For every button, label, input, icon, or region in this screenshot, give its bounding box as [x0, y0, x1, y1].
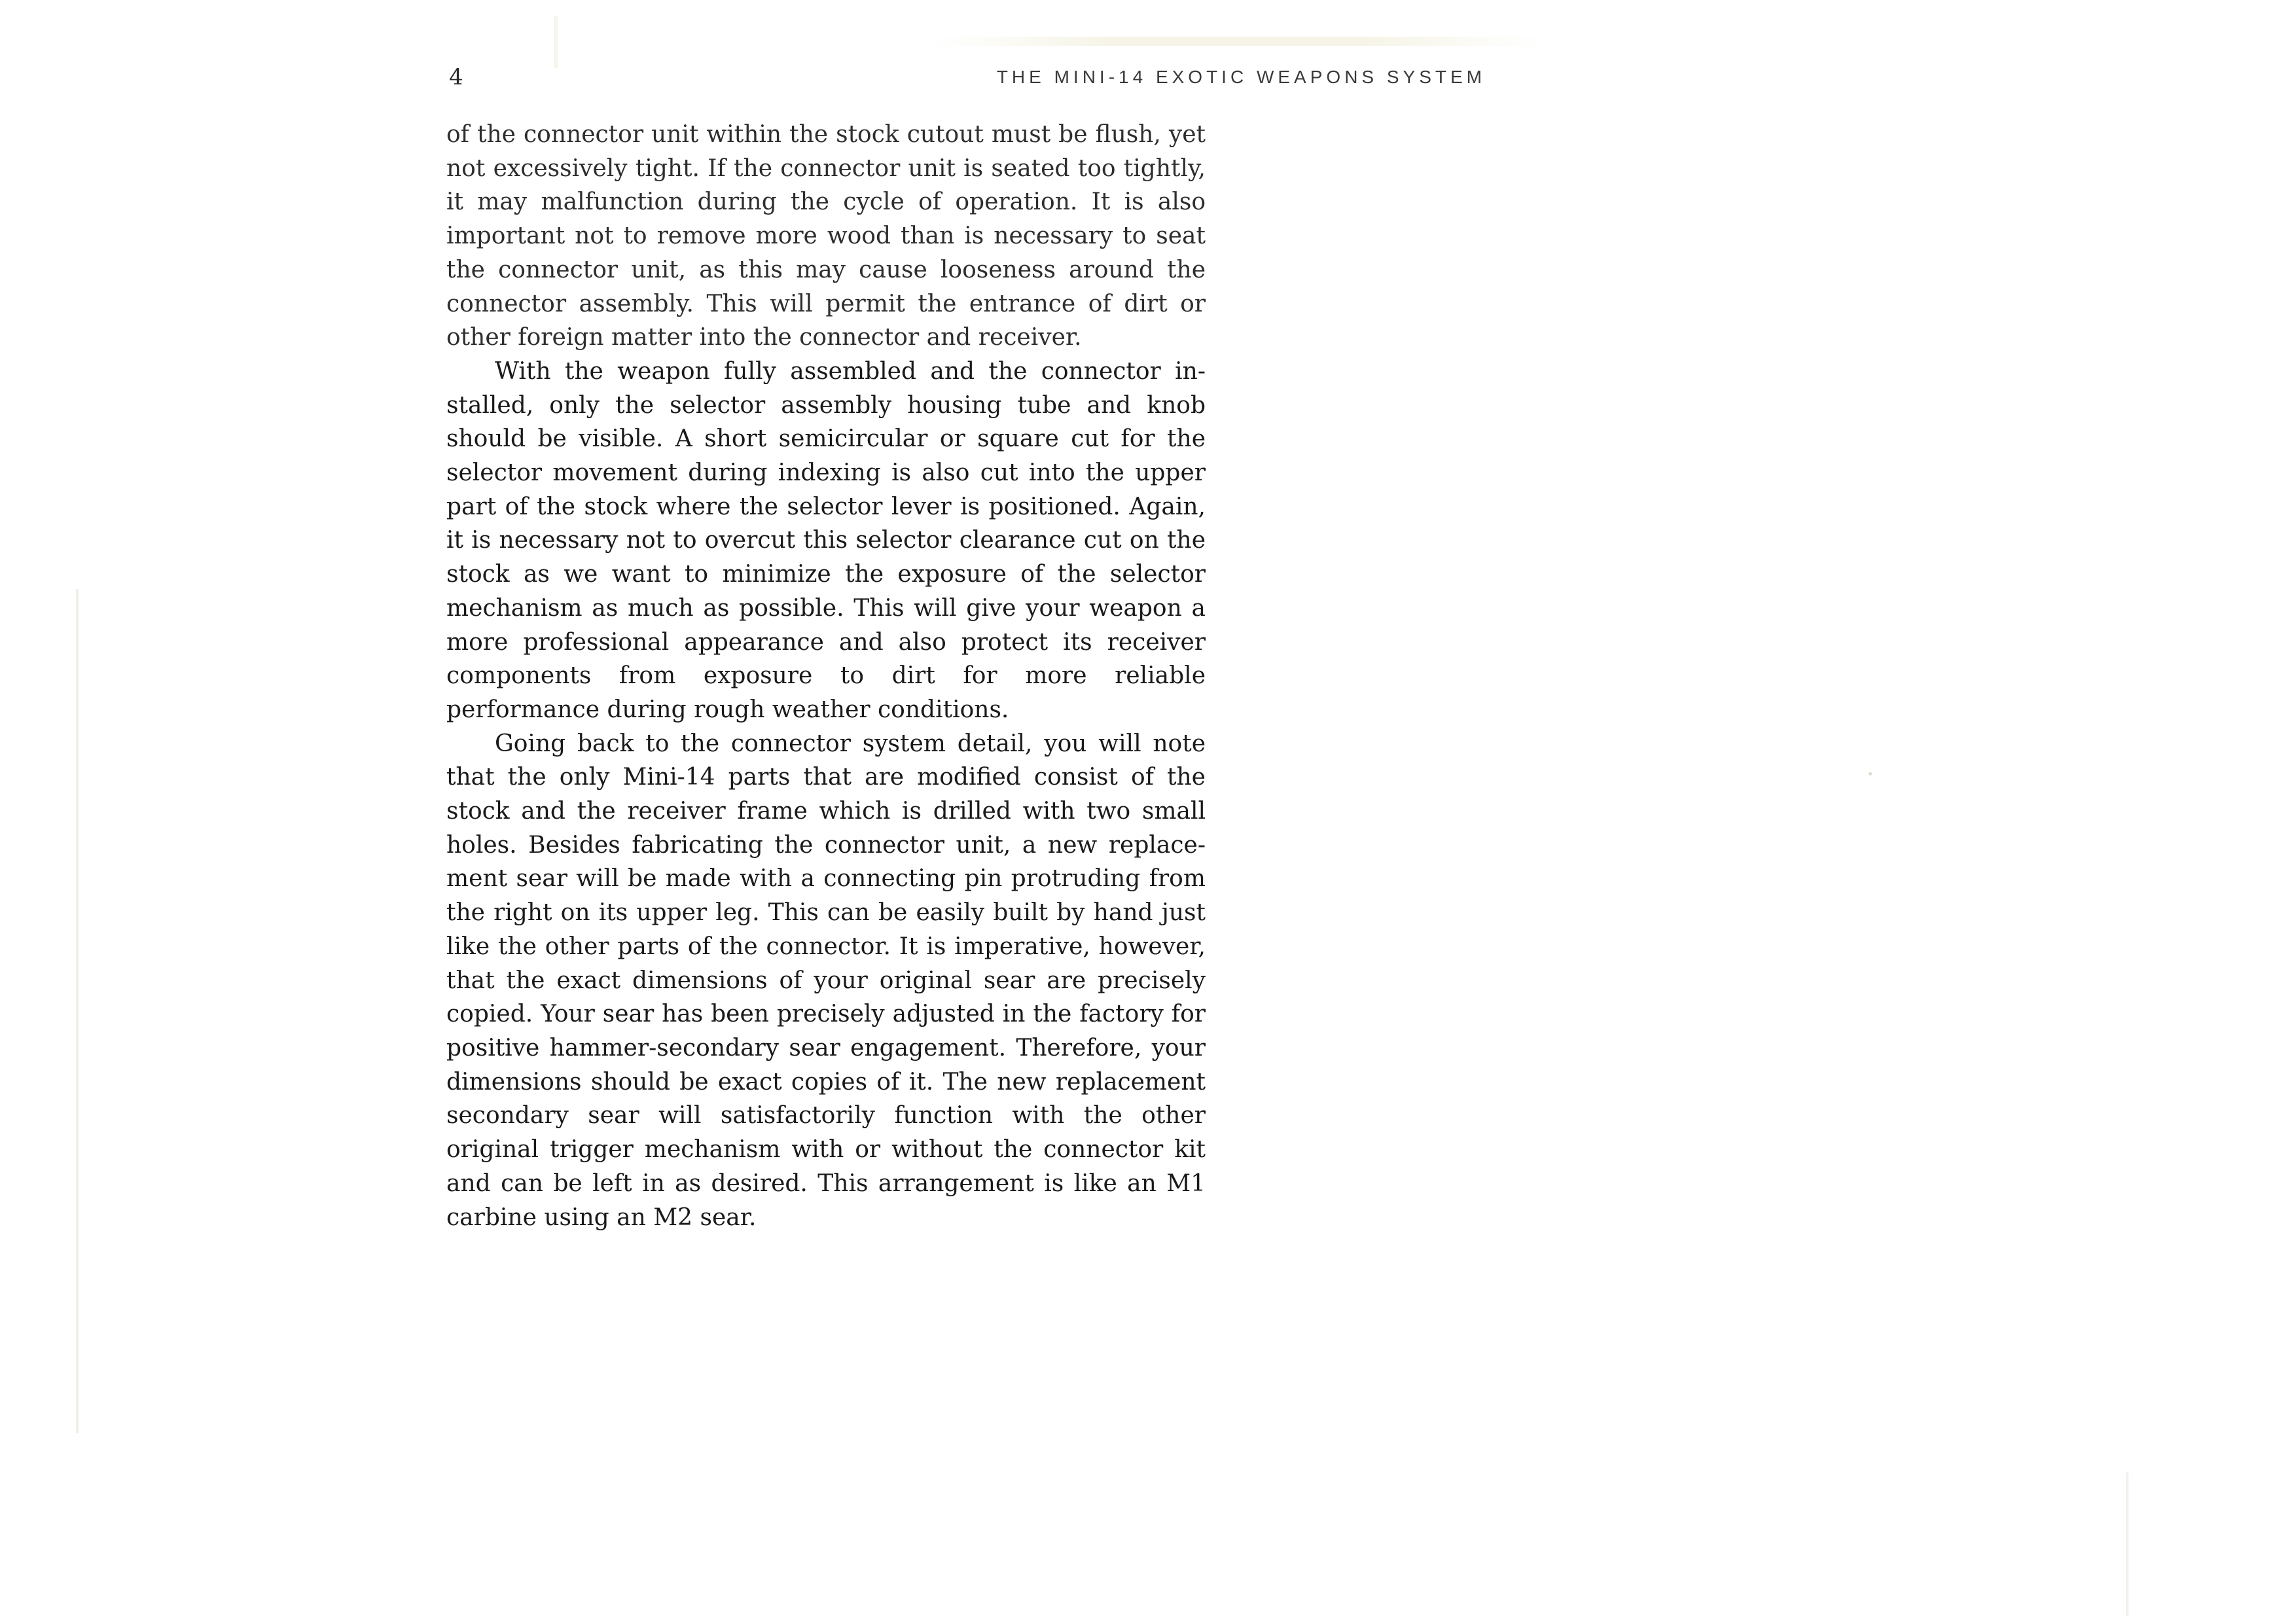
scan-edge-line — [76, 589, 79, 1433]
page-number: 4 — [449, 64, 464, 90]
scan-speck — [1869, 772, 1872, 776]
paragraph-selector-assembly: With the weapon fully assembled and the connector installed, only the selector assembly housing tube and knob should be visible. A short semicircular or square cut for the selector movement during indexing is also cut into the upper part of the stock where the selector lever is positioned. Again, it is necessary not to overcut this selector clearance cut on the stock as we want to minimize the exposure of the selector mechanism as much as possible. This will give your weapon a more professional appearance and also protect its receiver components from exposure to dirt for more reliable performance during rough weather conditions. — [446, 357, 1206, 723]
paragraph-continuation: of the connector unit within the stock cutout must be flush, yet not excessively tight. If the connector unit is seated too tightly, it may malfunction during the cycle of operation. It is also important not to remove more wood than is necessary to seat the connector unit, as this may cause looseness around the connector assembly. This will permit the entrance of dirt or other foreign matter into the connector and receiver. — [446, 121, 1206, 351]
running-head — [449, 64, 1486, 97]
paragraph-connector-system: Going back to the connector system detail, you will note that the only Mini-14 parts that are modified consist of the stock and the receiver frame which is drilled with two small holes. Besides fabricating the connector unit, a new replacement sear will be made with a connecting pin protruding from the right on its upper leg. This can be easily built by hand just like the other parts of the connector. It is imperative, however, that the exact dimensions of your original sear are precisely copied. Your sear has been precisely adjusted in the factory for positive hammer-secondary sear engagement. Therefore, your dimensions should be exact copies of it. The new replacement secondary sear will satisfactorily function with the other original trigger mechanism with or without the connector kit and can be left in as desired. This arrangement is like an M1 carbine using an M2 sear. — [446, 730, 1206, 1231]
scan-edge-line — [2126, 1472, 2128, 1616]
body-text-column — [446, 118, 1206, 1234]
running-title: THE MINI-14 EXOTIC WEAPONS SYSTEM — [996, 67, 1486, 87]
scan-smudge — [554, 16, 558, 68]
scan-smudge — [929, 37, 1545, 46]
